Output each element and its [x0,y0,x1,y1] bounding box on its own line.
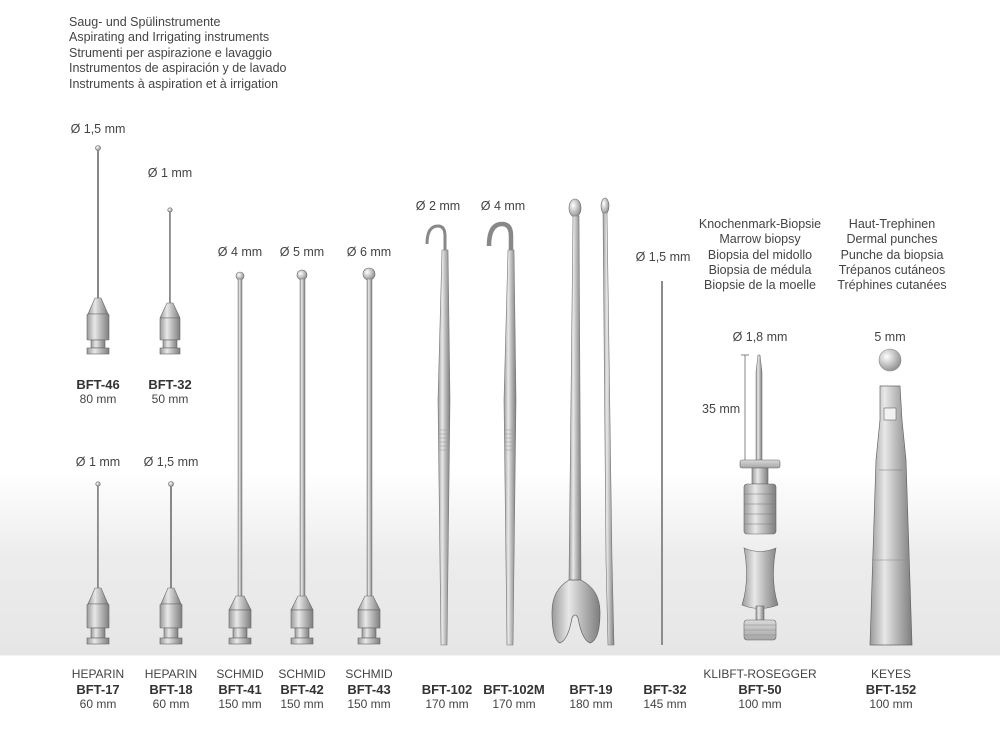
code-bft-32-long: BFT-32 [643,682,687,697]
label-bft-18 [145,667,197,712]
length-bft-152: 100 mm [869,697,913,711]
name-bft-17: HEPARIN [71,667,125,681]
label-bft-46 [76,377,119,407]
code-bft-41: BFT-41 [218,682,262,697]
diameter-bft-32-short: Ø 1 mm [147,166,193,180]
length-bft-50: 100 mm [738,697,782,711]
header-line-de: Saug- und Spülinstrumente [69,15,221,29]
marrow-line-de: Knochenmark-Biopsie [698,217,822,231]
dermal-line-it: Punche da biopsia [840,247,944,262]
length-bft-17: 60 mm [79,697,117,711]
marrow-line-es: Biopsia de médula [708,262,812,277]
diameter-bft-102m: Ø 4 mm [480,199,526,213]
needle-bft-32-short [160,208,180,354]
length-bft-41: 150 mm [218,697,262,711]
diameter-bft-41: Ø 4 mm [217,245,263,259]
dermal-line-fr: Tréphines cutanées [837,278,947,293]
header-line-es: Instrumentos de aspiración y de lavado [69,61,287,76]
label-bft-152 [866,667,917,712]
label-bft-32-long [643,682,686,712]
code-bft-32-short: BFT-32 [148,377,192,392]
diameter-bft-46: Ø 1,5 mm [70,122,126,136]
code-bft-46: BFT-46 [76,377,120,392]
dermal-line-en: Dermal punches [846,232,938,247]
label-bft-41 [216,667,263,712]
name-bft-18: HEPARIN [144,667,198,681]
cannula-bft-41 [229,272,251,644]
header-line-en: Aspirating and Irrigating instruments [69,30,270,45]
length-bft-42: 150 mm [280,697,324,711]
cannula-bft-42 [291,270,313,644]
header-line-fr: Instruments à aspiration et à irrigation [69,76,279,91]
marrow-biopsy-caption [699,217,821,293]
label-bft-19 [569,682,612,712]
code-bft-50: BFT-50 [738,682,782,697]
code-bft-43: BFT-43 [347,682,391,697]
length-bft-32-long: 145 mm [643,697,687,711]
code-bft-152: BFT-152 [865,682,917,697]
label-bft-102 [422,682,473,712]
code-bft-19: BFT-19 [569,682,613,697]
label-bft-17 [72,667,124,712]
diameter-bft-152: 5 mm [874,330,906,344]
hook-bft-102m [489,224,516,645]
code-bft-42: BFT-42 [280,682,324,697]
hook-bft-102 [427,226,450,645]
length-bft-46: 80 mm [79,392,117,406]
marrow-line-fr: Biopsie de la moelle [704,278,816,293]
marrow-line-it: Biopsia del midollo [707,247,813,262]
probe-bft-32-long [661,281,663,645]
biopsy-needle-bft-50 [740,355,780,640]
name-bft-43: SCHMID [345,667,393,681]
label-bft-43 [345,667,392,712]
name-bft-50: KLIBFT-ROSEGGER [703,667,817,681]
header-line-it: Strumenti per aspirazione e lavaggio [69,45,272,60]
spatula-bft-19 [552,198,614,645]
diameter-bft-42: Ø 5 mm [279,245,325,259]
label-bft-32-short [148,377,191,407]
name-bft-42: SCHMID [278,667,326,681]
label-bft-42 [278,667,325,712]
code-bft-102m: BFT-102M [483,682,545,697]
label-bft-102m [483,682,544,712]
punch-bft-152 [870,349,912,645]
length-bft-32-short: 50 mm [151,392,189,406]
dermal-punches-caption [837,217,946,293]
label-bft-50 [703,667,816,712]
diameter-bft-32-long: Ø 1,5 mm [635,250,691,264]
length-bft-43: 150 mm [347,697,391,711]
code-bft-17: BFT-17 [76,682,120,697]
needle-bft-18 [160,482,182,645]
diameter-bft-102: Ø 2 mm [415,199,461,213]
dermal-line-es: Trépanos cutáneos [838,262,946,277]
depth-bft-50: 35 mm [702,402,741,416]
diameter-bft-50: Ø 1,8 mm [732,330,788,344]
cannula-bft-43 [358,268,380,644]
length-bft-102: 170 mm [425,697,469,711]
name-bft-41: SCHMID [216,667,264,681]
diameter-bft-43: Ø 6 mm [346,245,392,259]
name-bft-152: KEYES [870,667,912,681]
code-bft-102: BFT-102 [421,682,473,697]
code-bft-18: BFT-18 [149,682,193,697]
length-bft-18: 60 mm [152,697,190,711]
needle-bft-17 [87,482,109,644]
length-bft-102m: 170 mm [492,697,536,711]
length-bft-19: 180 mm [569,697,613,711]
dermal-line-de: Haut-Trephinen [848,217,936,231]
needle-bft-46 [87,146,109,355]
diameter-bft-17: Ø 1 mm [75,455,121,469]
marrow-line-en: Marrow biopsy [719,232,801,247]
diameter-bft-18: Ø 1,5 mm [143,455,199,469]
